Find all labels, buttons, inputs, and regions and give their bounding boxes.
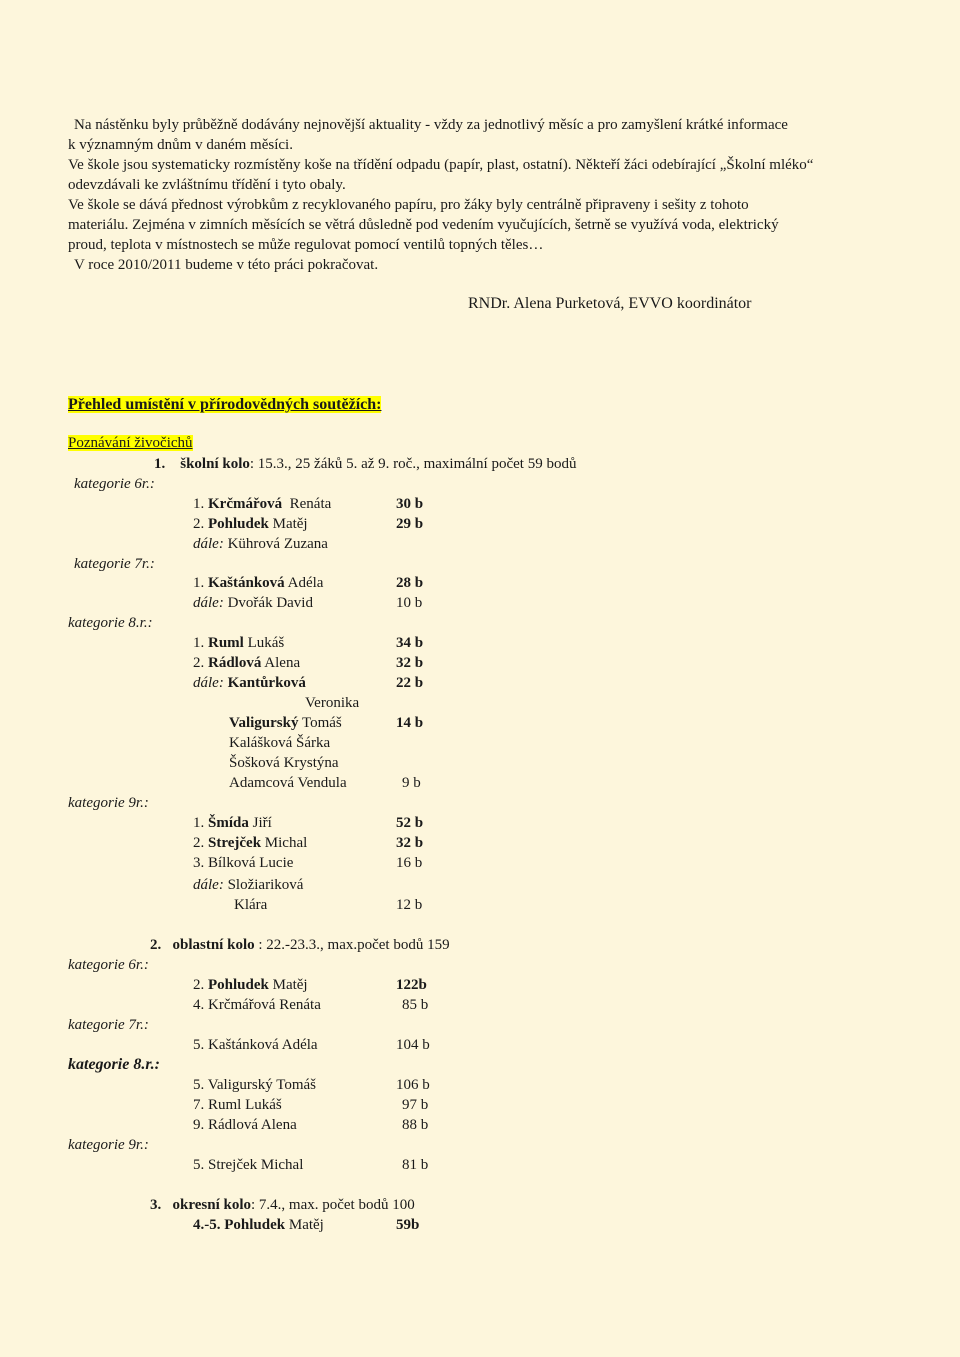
r2-category-7: kategorie 7r.: (68, 1017, 149, 1033)
r1-category-8: kategorie 8.r.: (68, 615, 153, 631)
r2-k9-entry-1: 5. Strejček Michal (193, 1157, 304, 1173)
round-3-header: 3. okresní kolo: 7.4., max. počet bodů 100 (150, 1197, 415, 1213)
r1-k6-entry-1: 1. Krčmářová Renáta (193, 496, 332, 512)
round-2-header: 2. oblastní kolo : 22.-23.3., max.počet bodů 159 (150, 937, 450, 953)
r1-k7-points-2: 10 b (396, 595, 423, 611)
r1-k6-points-2: 29 b (396, 516, 424, 532)
r2-k8-points-2: 97 b (402, 1097, 429, 1113)
r1-category-9: kategorie 9r.: (68, 795, 149, 811)
r1-k8-points-7: 9 b (402, 775, 421, 791)
r2-k6-points-1: 122b (396, 977, 427, 993)
r1-k9-entry-2: 2. Strejček Michal (193, 835, 308, 851)
r2-k9-points-1: 81 b (402, 1157, 429, 1173)
r1-k8-points-1: 34 b (396, 635, 424, 651)
r2-category-6: kategorie 6r.: (68, 957, 149, 973)
signature: RNDr. Alena Purketová, EVVO koordinátor (468, 295, 752, 312)
intro-line-4: odevzdávali ke zvláštnímu třídění i tyto obaly. (68, 177, 346, 193)
r1-k7-entry-1: 1. Kaštánková Adéla (193, 575, 324, 591)
r1-k8-entry-3-first: Veronika (305, 695, 360, 711)
r1-k9-entry-4: dále: Složiariková (193, 877, 304, 893)
intro-line-6: materiálu. Zejména v zimních měsících se větrá důsledně pod vedením vyučujících, šetrně se využívá voda, elektrický (68, 217, 779, 233)
r1-k9-points-1: 52 b (396, 815, 424, 831)
r1-k8-points-2: 32 b (396, 655, 424, 671)
r1-k8-entry-5: Kalášková Šárka (229, 735, 331, 751)
intro-line-1: Na nástěnku byly průběžně dodávány nejnovější aktuality - vždy za jednotlivý měsíc a pro zamyšlení krátké informace (74, 117, 788, 133)
r1-k8-points-4: 14 b (396, 715, 424, 731)
r1-k8-entry-7: Adamcová Vendula (229, 775, 347, 791)
r2-k8-entry-3: 9. Rádlová Alena (193, 1117, 297, 1133)
r2-k7-points-1: 104 b (396, 1037, 430, 1053)
r3-points-1: 59b (396, 1217, 420, 1233)
r1-k6-entry-2: 2. Pohludek Matěj (193, 516, 308, 532)
r1-k8-entry-2: 2. Rádlová Alena (193, 655, 301, 671)
intro-line-2: k významným dnům v daném měsíci. (68, 137, 293, 153)
subheading-text: Poznávání živočichů (68, 435, 193, 451)
round-1-name: školní kolo (180, 456, 250, 472)
r1-k8-entry-6: Šošková Krystýna (229, 755, 339, 771)
r1-k9-entry-5: Klára (234, 897, 268, 913)
r1-k7-points-1: 28 b (396, 575, 424, 591)
r2-k6-entry-2: 4. Krčmářová Renáta (193, 997, 321, 1013)
r2-k8-points-1: 106 b (396, 1077, 430, 1093)
intro-line-5: Ve škole se dává přednost výrobkům z recyklovaného papíru, pro žáky byly centrálně připraveny i sešity z tohoto (68, 197, 749, 213)
r2-category-8: kategorie 8.r.: (68, 1056, 160, 1073)
r1-k6-points-1: 30 b (396, 496, 424, 512)
intro-line-3: Ve škole jsou systematicky rozmístěny koše na třídění odpadu (papír, plast, ostatní). Někteří žáci odebírající „Školní mléko“ (68, 157, 814, 173)
r1-k8-points-3: 22 b (396, 675, 424, 691)
r1-k8-entry-1: 1. Ruml Lukáš (193, 635, 285, 651)
r1-k9-entry-1: 1. Šmída Jiří (193, 815, 272, 831)
r2-k6-entry-1: 2. Pohludek Matěj (193, 977, 308, 993)
r1-k8-entry-4: Valigurský Tomáš (229, 715, 342, 731)
r1-k9-points-5: 12 b (396, 897, 423, 913)
r1-k9-entry-3: 3. Bílková Lucie (193, 855, 294, 871)
r1-category-6: kategorie 6r.: (74, 476, 155, 492)
intro-line-7: proud, teplota v místnostech se může regulovat pomocí ventilů topných těles… (68, 237, 544, 253)
r1-category-7: kategorie 7r.: (74, 556, 155, 572)
r3-entry-1: 4.-5. Pohludek Matěj (193, 1217, 324, 1233)
r2-k7-entry-1: 5. Kaštánková Adéla (193, 1037, 318, 1053)
intro-line-8: V roce 2010/2011 budeme v této práci pokračovat. (74, 257, 379, 273)
r2-k6-points-2: 85 b (402, 997, 429, 1013)
r2-category-9: kategorie 9r.: (68, 1137, 149, 1153)
r1-k6-entry-3: dále: Kührová Zuzana (193, 536, 328, 552)
round-1-details: : 15.3., 25 žáků 5. až 9. roč., maximální počet 59 bodů (249, 456, 577, 472)
section-heading-text: Přehled umístění v přírodovědných soutěžích: (68, 396, 382, 413)
r1-k8-entry-3: dále: Kantůrková (193, 675, 306, 691)
r1-k9-points-3: 16 b (396, 855, 423, 871)
r1-k9-points-2: 32 b (396, 835, 424, 851)
r1-k7-entry-2: dále: Dvořák David (193, 595, 313, 611)
subheading (68, 433, 193, 453)
section-heading (68, 395, 381, 415)
round-1-header (154, 454, 576, 474)
r2-k8-entry-2: 7. Ruml Lukáš (193, 1097, 282, 1113)
round-1-num: 1. (154, 456, 166, 472)
r2-k8-points-3: 88 b (402, 1117, 429, 1133)
r2-k8-entry-1: 5. Valigurský Tomáš (193, 1077, 316, 1093)
